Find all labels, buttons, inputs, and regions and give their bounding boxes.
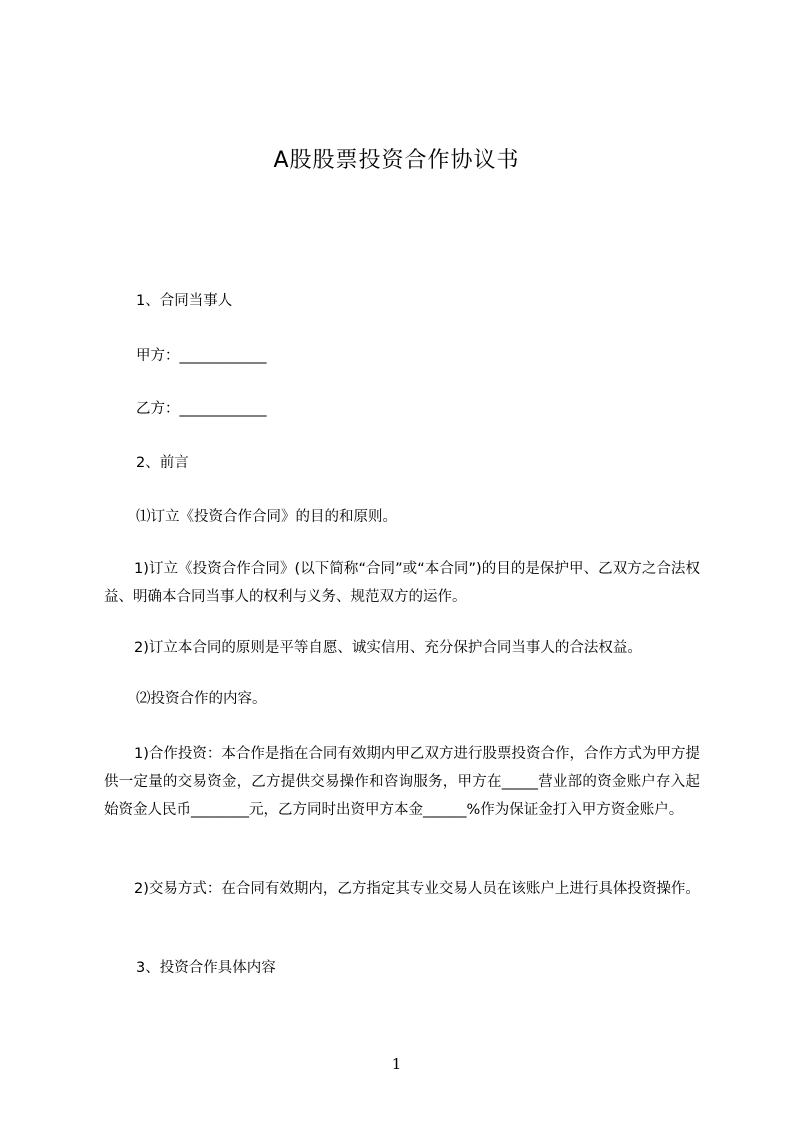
subsection-2-heading: ⑵投资合作的内容。 xyxy=(136,691,267,707)
subsection-2-item-2: 2)交易方式：在合同有效期内，乙方指定其专业交易人员在该账户上进行具体投资操作。 xyxy=(134,881,700,897)
subsection-1-item-2: 2)订立本合同的原则是平等自愿、诚实信用、充分保护合同当事人的合法权益。 xyxy=(134,640,642,656)
subsection-1-item-1: 1)订立《投资合作合同》(以下简称“合同”或“本合同”)的目的是保护甲、乙双方之合法权益、明确本合同当事人的权利与义务、规范双方的运作。 xyxy=(104,561,700,605)
document-title: A股股票投资合作协议书 xyxy=(273,148,520,173)
subsection-1-heading: ⑴订立《投资合作合同》的目的和原则。 xyxy=(136,509,397,525)
party-b-line: 乙方：____________ xyxy=(136,401,267,417)
party-a-line: 甲方：____________ xyxy=(136,348,267,364)
section-2-heading: 2、前言 xyxy=(136,455,189,471)
section-1-heading: 1、合同当事人 xyxy=(136,293,233,309)
section-3-heading: 3、投资合作具体内容 xyxy=(136,960,276,976)
page-number: 1 xyxy=(391,1055,402,1073)
subsection-2-item-1: 1)合作投资：本合作是指在合同有效期内甲乙双方进行股票投资合作，合作方式为甲方提供一定量的交易资金，乙方提供交易操作和咨询服务，甲方在_____营业部的资金账户存入起始资金人民币________元，乙方同时出资甲方本金______%作为保证金打入甲方资金账户。 xyxy=(104,746,700,818)
